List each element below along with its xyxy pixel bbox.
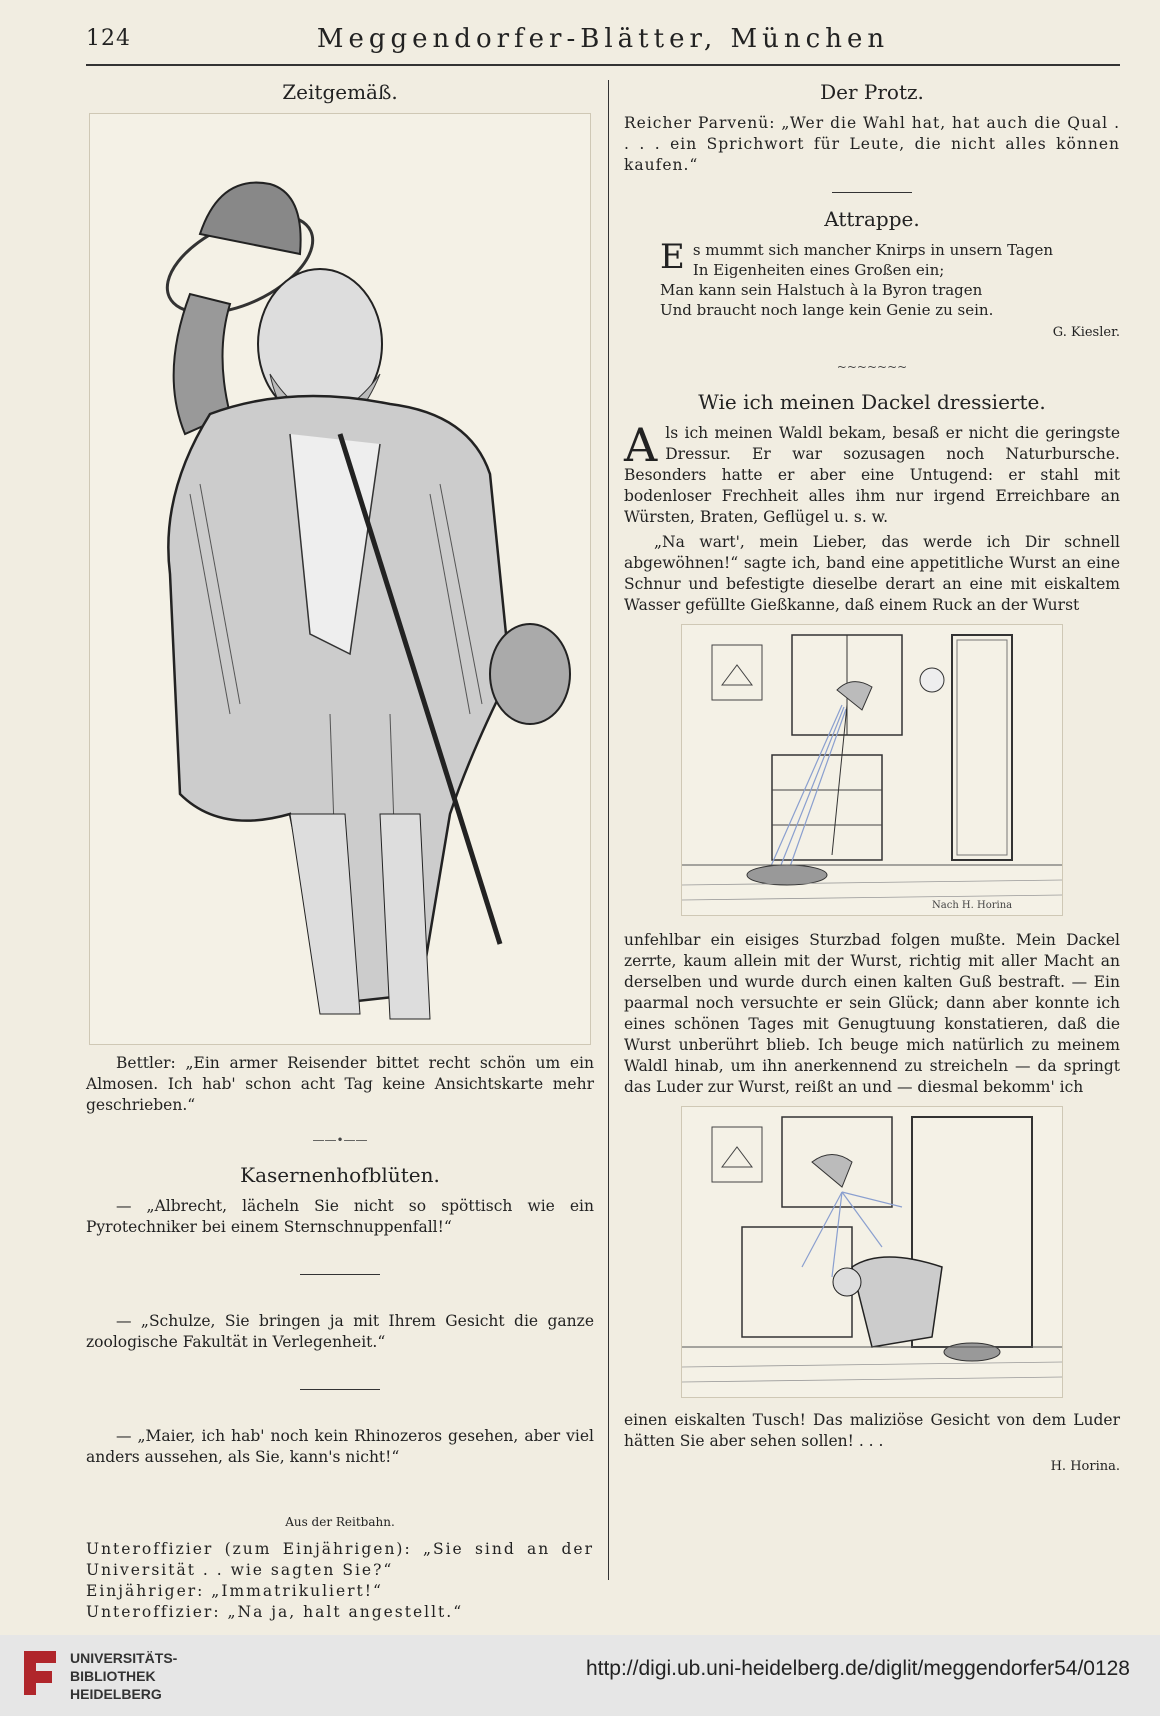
dialog-line-1: Unteroffizier (zum Einjährigen): „Sie sind an der Universität . . wie sagten Sie?“ (86, 1540, 594, 1579)
verse-dropcap: E (660, 237, 685, 277)
library-name-line-3: HEIDELBERG (70, 1686, 162, 1702)
article-title-kasernenhof: Kasernenhofblüten. (240, 1163, 440, 1187)
verse-line-4: Und braucht noch lange kein Genie zu sein. (660, 301, 994, 319)
article-title-attrappe: Attrappe. (824, 207, 920, 231)
man-drenched-drawing (682, 1107, 1062, 1397)
article-title-zeitgemaess: Zeitgemäß. (282, 80, 398, 104)
verse-line-2: In Eigenheiten eines Großen ein; (692, 261, 945, 279)
dackel-trap-drawing (682, 625, 1062, 915)
verse-attrappe (624, 237, 1120, 320)
journal-title: Meggendorfer-Blätter, München (316, 24, 890, 54)
man-drenched-illustration (681, 1106, 1063, 1398)
page-number: 124 (86, 26, 131, 51)
dackel-para-1 (624, 418, 1120, 528)
beggar-drawing (90, 114, 590, 1044)
verse-line-1: s mummt sich mancher Knirps in unsern Tagen (692, 241, 1053, 259)
running-head (86, 22, 1120, 58)
caption-beggar: Bettler: „Ein armer Reisender bittet recht schön um ein Almosen. Ich hab' schon acht Tag keine Ansichtskarte mehr geschrieben.“ (86, 1054, 594, 1114)
column-divider (608, 80, 609, 1580)
source-url-link[interactable]: http://digi.ub.uni-heidelberg.de/diglit/meggendorfer54/0128 (585, 1657, 1130, 1680)
dackel-para-4: einen eiskalten Tusch! Das maliziöse Gesicht von dem Luder hätten Sie aber sehen sollen! . . . (624, 1411, 1120, 1450)
article-title-dackel: Wie ich meinen Dackel dressierte. (698, 390, 1046, 414)
ornament-divider: ~~~~~~~ (836, 360, 908, 374)
library-name-line-1: UNIVERSITÄTS- (70, 1650, 178, 1666)
dackel-para-1-text: ls ich meinen Waldl bekam, besaß er nicht die geringste Dressur. Er war sozusagen noch Naturbursche. Besonders hatte er aber eine Untugend: er stahl mit bodenloser Frechheit alles ihm nur irgend Erreichbare an Würsten, Braten, Geflügel u. s. w. (624, 424, 1120, 526)
quip-1: — „Albrecht, lächeln Sie nicht so spöttisch wie ein Pyrotechniker bei einem Sternschnuppenfall!“ (86, 1197, 594, 1236)
dackel-trap-illustration (681, 624, 1063, 916)
ornament-divider: ——•—— (312, 1133, 368, 1147)
quip-2: — „Schulze, Sie bringen ja mit Ihrem Gesicht die ganze zoologische Fakultät in Verlegenheit.“ (86, 1312, 594, 1351)
library-logo-icon (20, 1647, 60, 1699)
quip-3: — „Maier, ich hab' noch kein Rhinozeros gesehen, aber viel anders aussehen, als Sie, kann's nicht!“ (86, 1427, 594, 1466)
quip-divider (300, 1389, 380, 1390)
library-name (70, 1649, 177, 1703)
author-horina: H. Horina. (1050, 1459, 1120, 1474)
dialog-line-3: Unteroffizier: „Na ja, halt angestellt.“ (86, 1603, 464, 1621)
illus-2-signature: Nach H. Horina (932, 900, 1013, 911)
dackel-para-2: „Na wart', mein Lieber, das werde ich Dir schnell abgewöhnen!“ sagte ich, band eine appetitliche Wurst an eine Schnur und befestigte dieselbe derart an eine mit eiskaltem Wasser gefüllte Gießkanne, daß einem Ruck an der Wurst (624, 533, 1120, 614)
reitbahn-dialog (86, 1539, 594, 1623)
quip-divider (300, 1274, 380, 1275)
article-title-protz: Der Protz. (820, 80, 924, 104)
library-name-line-2: BIBLIOTHEK (70, 1668, 156, 1684)
university-library-logo[interactable] (20, 1647, 60, 1699)
author-kiesler: G. Kiesler. (1052, 325, 1120, 340)
header-rule (86, 64, 1120, 66)
left-column (86, 78, 594, 1623)
viewer-footer (0, 1635, 1160, 1716)
beggar-illustration (89, 113, 591, 1045)
right-column (624, 78, 1120, 1477)
dackel-para-3: unfehlbar ein eisiges Sturzbad folgen mußte. Mein Dackel zerrte, kaum allein mit der Wurst, richtig mit aller Macht an derselben und wurde durch einen kalten Guß bestraft. — Ein paarmal noch versuchte er sein Glück; dann aber konnte ich eines schönen Tages mit Genugtuung konstatieren, daß die Wurst unberührt blieb. Ich beuge mich natürlich zu meinem Waldl hinab, um ihn anerkennend zu streicheln — da springt das Luder zur Wurst, reißt an und — diesmal bekomm' ich (624, 931, 1120, 1096)
section-title-reitbahn: Aus der Reitbahn. (285, 1515, 395, 1529)
text-protz: Reicher Parvenü: „Wer die Wahl hat, hat auch die Qual . . . . ein Sprichwort für Leute, die nicht alles können kaufen.“ (624, 114, 1120, 174)
dialog-line-2: Einjähriger: „Immatrikuliert!“ (86, 1582, 383, 1600)
section-divider (832, 192, 912, 193)
verse-line-3: Man kann sein Halstuch à la Byron tragen (660, 281, 983, 299)
para-dropcap: A (624, 418, 658, 472)
